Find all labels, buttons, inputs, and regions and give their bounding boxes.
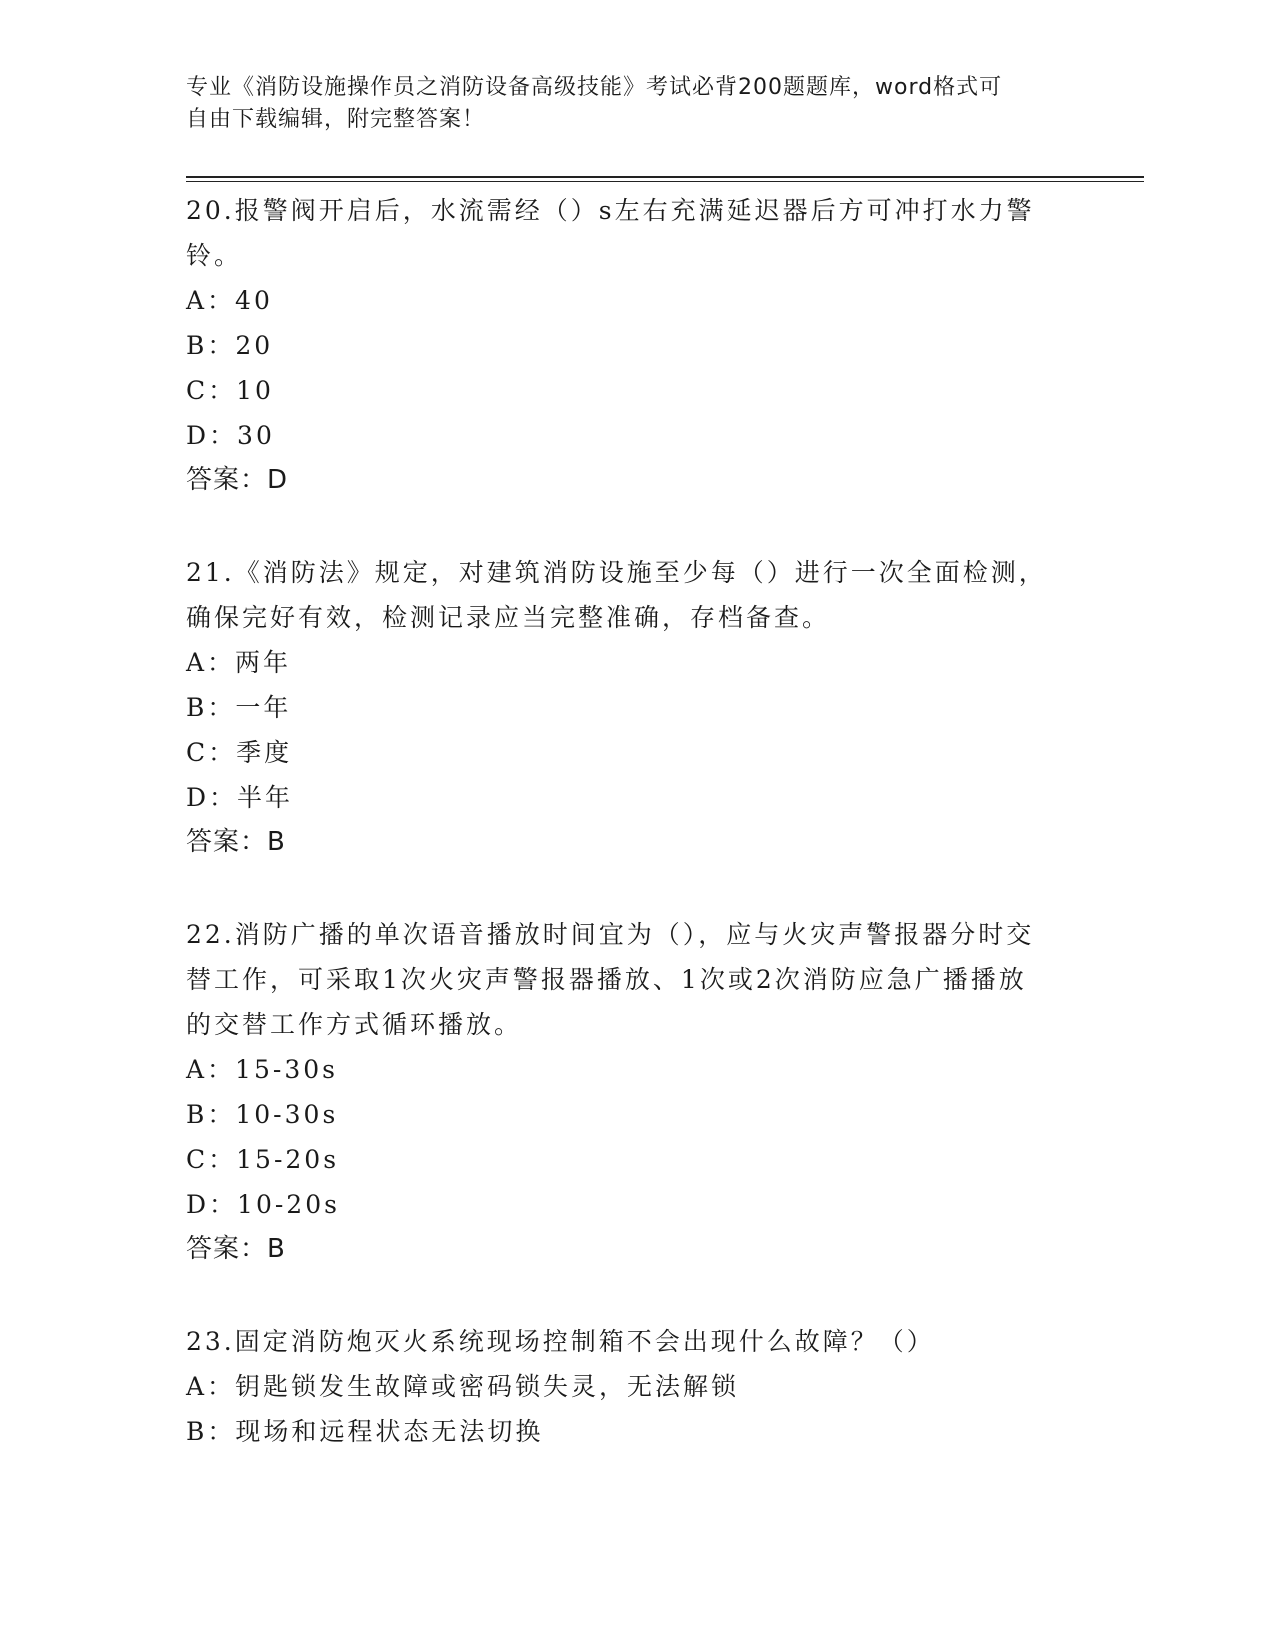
question-text-line: 21.《消防法》规定，对建筑消防设施至少每（）进行一次全面检测， <box>186 558 1047 587</box>
question-21 <box>186 550 1086 865</box>
question-text-line: 铃。 <box>186 241 243 270</box>
header-divider-thin <box>186 181 1144 182</box>
question-list <box>186 188 1086 1454</box>
question-spacer <box>186 865 1086 912</box>
question-23 <box>186 1319 1086 1454</box>
header-line-2: 自由下载编辑，附完整答案！ <box>186 107 486 132</box>
option-c: C：季度 <box>186 738 293 767</box>
option-b: B：20 <box>186 331 274 360</box>
answer-line: 答案：B <box>186 1234 286 1264</box>
option-d: D：10-20s <box>186 1190 340 1219</box>
question-text-line: 确保完好有效，检测记录应当完整准确，存档备查。 <box>186 603 831 632</box>
option-a: A：两年 <box>186 648 292 677</box>
question-22 <box>186 912 1086 1272</box>
option-c: C：10 <box>186 376 274 405</box>
question-text-line: 22.消防广播的单次语音播放时间宜为（），应与火灾声警报器分时交 <box>186 920 1035 949</box>
option-b: B：一年 <box>186 693 292 722</box>
question-text-line: 替工作，可采取1次火灾声警报器播放、1次或2次消防应急广播播放 <box>186 965 1027 994</box>
option-a: A：15-30s <box>186 1055 338 1084</box>
option-a: A：40 <box>186 286 273 315</box>
question-text-line: 23.固定消防炮灭火系统现场控制箱不会出现什么故障？（） <box>186 1327 935 1356</box>
document-header <box>186 72 1066 136</box>
question-text-line: 的交替工作方式循环播放。 <box>186 1010 523 1039</box>
question-text-line: 20.报警阀开启后，水流需经（）s左右充满延迟器后方可冲打水力警 <box>186 196 1035 225</box>
option-d: D：30 <box>186 421 275 450</box>
option-b: B：现场和远程状态无法切换 <box>186 1417 544 1446</box>
option-d: D：半年 <box>186 783 294 812</box>
answer-line: 答案：B <box>186 827 286 857</box>
question-20 <box>186 188 1086 503</box>
header-divider-thick <box>186 176 1144 178</box>
option-b: B：10-30s <box>186 1100 339 1129</box>
option-a: A：钥匙锁发生故障或密码锁失灵，无法解锁 <box>186 1372 740 1401</box>
option-c: C：15-20s <box>186 1145 340 1174</box>
answer-line: 答案：D <box>186 465 289 495</box>
question-spacer <box>186 503 1086 550</box>
header-line-1: 专业《消防设施操作员之消防设备高级技能》考试必背200题题库，word格式可 <box>186 75 1003 100</box>
question-spacer <box>186 1272 1086 1319</box>
